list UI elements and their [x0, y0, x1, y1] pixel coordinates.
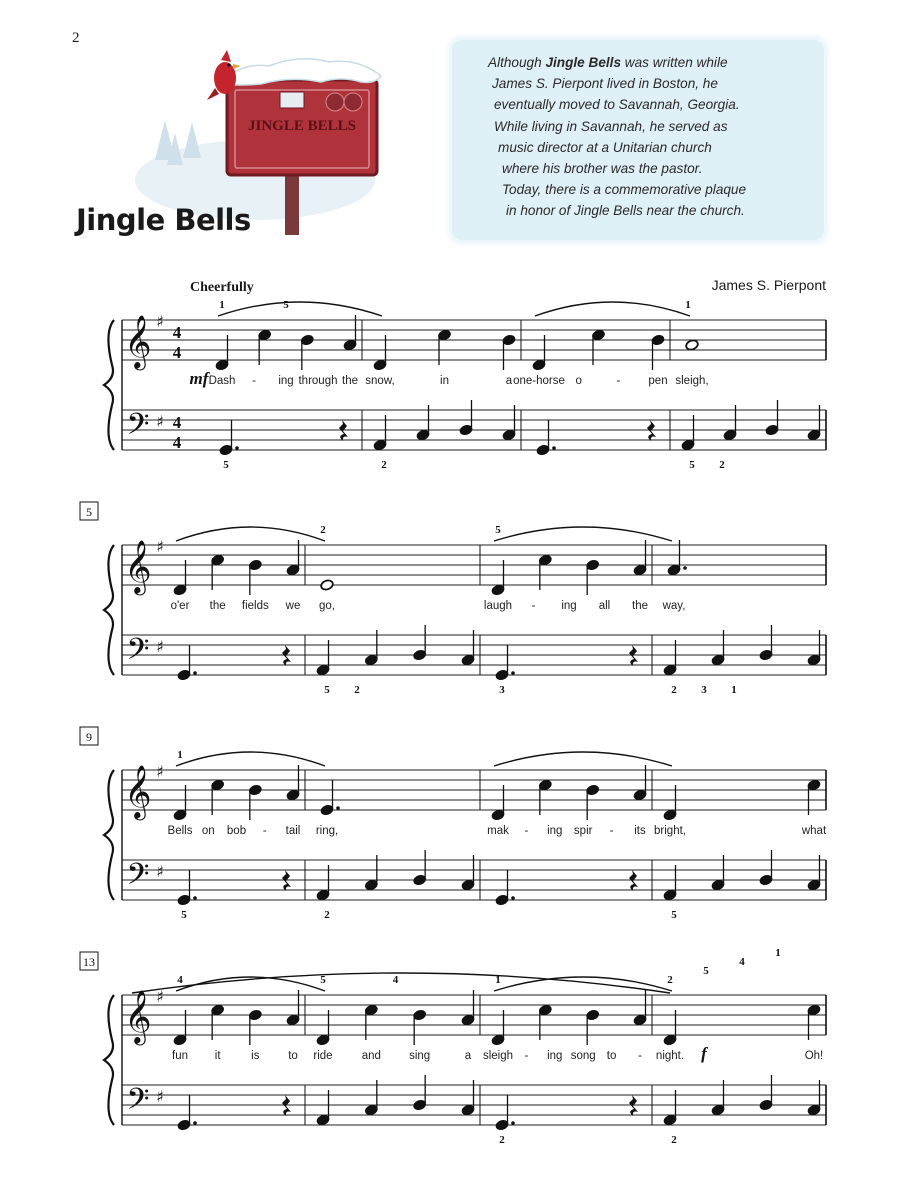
lyric-syllable: ing [547, 825, 563, 837]
treble-clef: 𝄞 [124, 764, 152, 818]
time-signature-top: 4 [172, 323, 182, 342]
info-emphasis-title: Jingle Bells [545, 55, 622, 70]
info-line: Although Jingle Bells was written while [488, 55, 728, 70]
lyric-syllable: fields [241, 600, 269, 612]
time-signature-bottom: 4 [172, 433, 182, 452]
lyric-syllable: and [361, 1050, 381, 1062]
note-dot [552, 446, 556, 450]
lyric-syllable: night. [655, 1050, 685, 1062]
key-signature-sharp: ♯ [156, 1087, 164, 1106]
right-hand-fingering: 2 [320, 524, 326, 536]
lyric-syllable: - [531, 600, 536, 612]
lyric-syllable: on [201, 825, 215, 837]
right-hand-fingering: 5 [495, 524, 501, 536]
slur [132, 973, 670, 993]
right-hand-fingering: 4 [739, 956, 745, 968]
lyric-syllable: song [570, 1050, 596, 1062]
lyric-syllable: the [342, 375, 358, 387]
measure-number: 5 [86, 505, 92, 519]
dynamic-marking: mf [189, 369, 209, 388]
measure-number: 13 [83, 955, 95, 969]
slur [176, 527, 325, 541]
right-hand-fingering: 1 [495, 974, 501, 986]
lyric-syllable: snow, [365, 375, 395, 387]
note-dot [511, 1121, 515, 1125]
time-signature-top: 4 [172, 413, 182, 432]
lyric-syllable: ing [278, 375, 294, 387]
note-dot [511, 671, 515, 675]
key-signature-sharp: ♯ [156, 762, 164, 781]
right-hand-fingering: 5 [320, 974, 326, 986]
left-hand-fingering: 3 [701, 684, 707, 696]
left-hand-fingering: 2 [671, 1134, 677, 1146]
key-signature-sharp: ♯ [156, 412, 164, 431]
note-head [685, 339, 699, 351]
right-hand-fingering: 1 [775, 947, 781, 959]
left-hand-fingering: 3 [499, 684, 505, 696]
treble-clef: 𝄞 [124, 989, 152, 1043]
key-signature-sharp: ♯ [156, 637, 164, 656]
lyric-syllable: to [288, 1050, 298, 1062]
note-dot [193, 671, 197, 675]
lyric-syllable: - [616, 375, 621, 387]
note-dot [683, 566, 687, 570]
lyric-syllable: a [464, 1050, 472, 1062]
lyric-syllable: it [214, 1050, 221, 1062]
lyric-syllable: ing [561, 600, 577, 612]
lyric-syllable: - [524, 1050, 529, 1062]
lyric-syllable: - [524, 825, 529, 837]
note-dot [193, 1121, 197, 1125]
right-hand-fingering: 5 [283, 299, 289, 311]
lyric-syllable: spir [573, 825, 593, 837]
lyric-syllable: mak [487, 825, 509, 837]
lyric-syllable: tail [285, 825, 301, 837]
slur [494, 752, 672, 766]
slur [535, 302, 690, 316]
lyric-syllable: sing [409, 1050, 431, 1062]
lyric-syllable: Oh! [804, 1050, 824, 1062]
info-line: music director at a Unitarian church [498, 139, 712, 155]
info-line: eventually moved to Savannah, Georgia. [494, 97, 740, 113]
lyric-syllable: Dash [208, 375, 236, 387]
sign-text: JINGLE BELLS [248, 118, 356, 134]
lyric-syllable: is [251, 1050, 260, 1062]
key-signature-sharp: ♯ [156, 312, 164, 331]
grand-staff-brace [104, 995, 114, 1125]
composer: James S. Pierpont [711, 277, 826, 293]
lyric-syllable: go, [319, 600, 335, 612]
lyric-syllable: fun [172, 1050, 188, 1062]
lyric-syllable: ing [547, 1050, 563, 1062]
left-hand-fingering: 2 [354, 684, 360, 696]
bass-clef: 𝄢 [126, 408, 150, 449]
slur [494, 527, 672, 541]
right-hand-fingering: 1 [177, 749, 183, 761]
left-hand-fingering: 1 [731, 684, 737, 696]
lyric-syllable: the [209, 600, 226, 612]
grand-staff-brace [104, 545, 114, 675]
right-hand-fingering: 4 [392, 974, 399, 986]
lyric-syllable: the [632, 600, 648, 612]
bass-clef: 𝄢 [126, 633, 150, 674]
right-hand-fingering: 1 [685, 299, 691, 311]
lyric-syllable: o [575, 375, 582, 387]
dynamic-marking: f [701, 1044, 707, 1063]
lyric-syllable: all [598, 600, 611, 612]
lyric-syllable: - [609, 825, 614, 837]
lyric-syllable: Bells [167, 825, 193, 837]
measure-number: 9 [86, 730, 92, 744]
slur [176, 752, 325, 766]
lyric-syllable: what [801, 825, 827, 837]
lyric-syllable: - [252, 375, 256, 387]
lyric-syllable: sleigh, [675, 375, 709, 387]
key-signature-sharp: ♯ [156, 537, 164, 556]
lyric-syllable: sleigh [482, 1050, 514, 1062]
lyric-syllable: through [298, 375, 338, 387]
right-hand-fingering: 4 [177, 974, 183, 986]
bass-clef: 𝄢 [126, 858, 150, 899]
note-dot [336, 806, 340, 810]
page-number: 2 [72, 30, 80, 46]
grand-staff-brace [104, 770, 114, 900]
info-line: where his brother was the pastor. [502, 161, 703, 177]
right-hand-fingering: 1 [219, 299, 225, 311]
treble-clef: 𝄞 [124, 314, 152, 368]
right-hand-fingering: 5 [703, 965, 709, 977]
left-hand-fingering: 5 [181, 909, 187, 921]
lyric-syllable: in [440, 375, 449, 387]
lyric-syllable: pen [648, 375, 668, 387]
grand-staff-brace [104, 320, 114, 450]
info-line: Today, there is a commemorative plaque [502, 182, 747, 198]
note-dot [511, 896, 515, 900]
left-hand-fingering: 2 [381, 459, 387, 471]
lyric-syllable: to [606, 1050, 617, 1062]
note-head [320, 579, 334, 591]
lyric-syllable: ride [313, 1050, 333, 1062]
left-hand-fingering: 2 [671, 684, 677, 696]
left-hand-fingering: 5 [223, 459, 229, 471]
left-hand-fingering: 5 [671, 909, 677, 921]
lyric-syllable: bob [226, 825, 247, 837]
lyric-syllable: way, [662, 600, 686, 612]
info-line: James S. Pierpont lived in Boston, he [492, 76, 718, 92]
left-hand-fingering: 2 [719, 459, 725, 471]
lyric-syllable: a [505, 375, 513, 387]
lyric-syllable: we [285, 600, 301, 612]
lyric-syllable: - [638, 1050, 642, 1062]
lyric-syllable: - [262, 825, 267, 837]
info-line: in honor of Jingle Bells near the church. [506, 203, 745, 219]
left-hand-fingering: 2 [499, 1134, 505, 1146]
note-dot [193, 896, 197, 900]
lyric-syllable: o'er [170, 600, 190, 612]
bass-clef: 𝄢 [126, 1083, 150, 1124]
tempo-marking: Cheerfully [190, 280, 254, 295]
left-hand-fingering: 5 [324, 684, 330, 696]
right-hand-fingering: 2 [667, 974, 673, 986]
treble-clef: 𝄞 [124, 539, 152, 593]
lyric-syllable: bright, [654, 825, 686, 837]
slur [218, 302, 382, 316]
lyric-syllable: its [634, 825, 646, 837]
time-signature-bottom: 4 [172, 343, 182, 362]
info-line: While living in Savannah, he served as [494, 118, 728, 134]
lyric-syllable: laugh [483, 600, 513, 612]
lyric-syllable: one-horse [513, 375, 565, 387]
key-signature-sharp: ♯ [156, 987, 164, 1006]
lyric-syllable: ring, [315, 825, 339, 837]
key-signature-sharp: ♯ [156, 862, 164, 881]
left-hand-fingering: 5 [689, 459, 695, 471]
note-dot [235, 446, 239, 450]
left-hand-fingering: 2 [324, 909, 330, 921]
song-title: Jingle Bells [76, 203, 251, 237]
